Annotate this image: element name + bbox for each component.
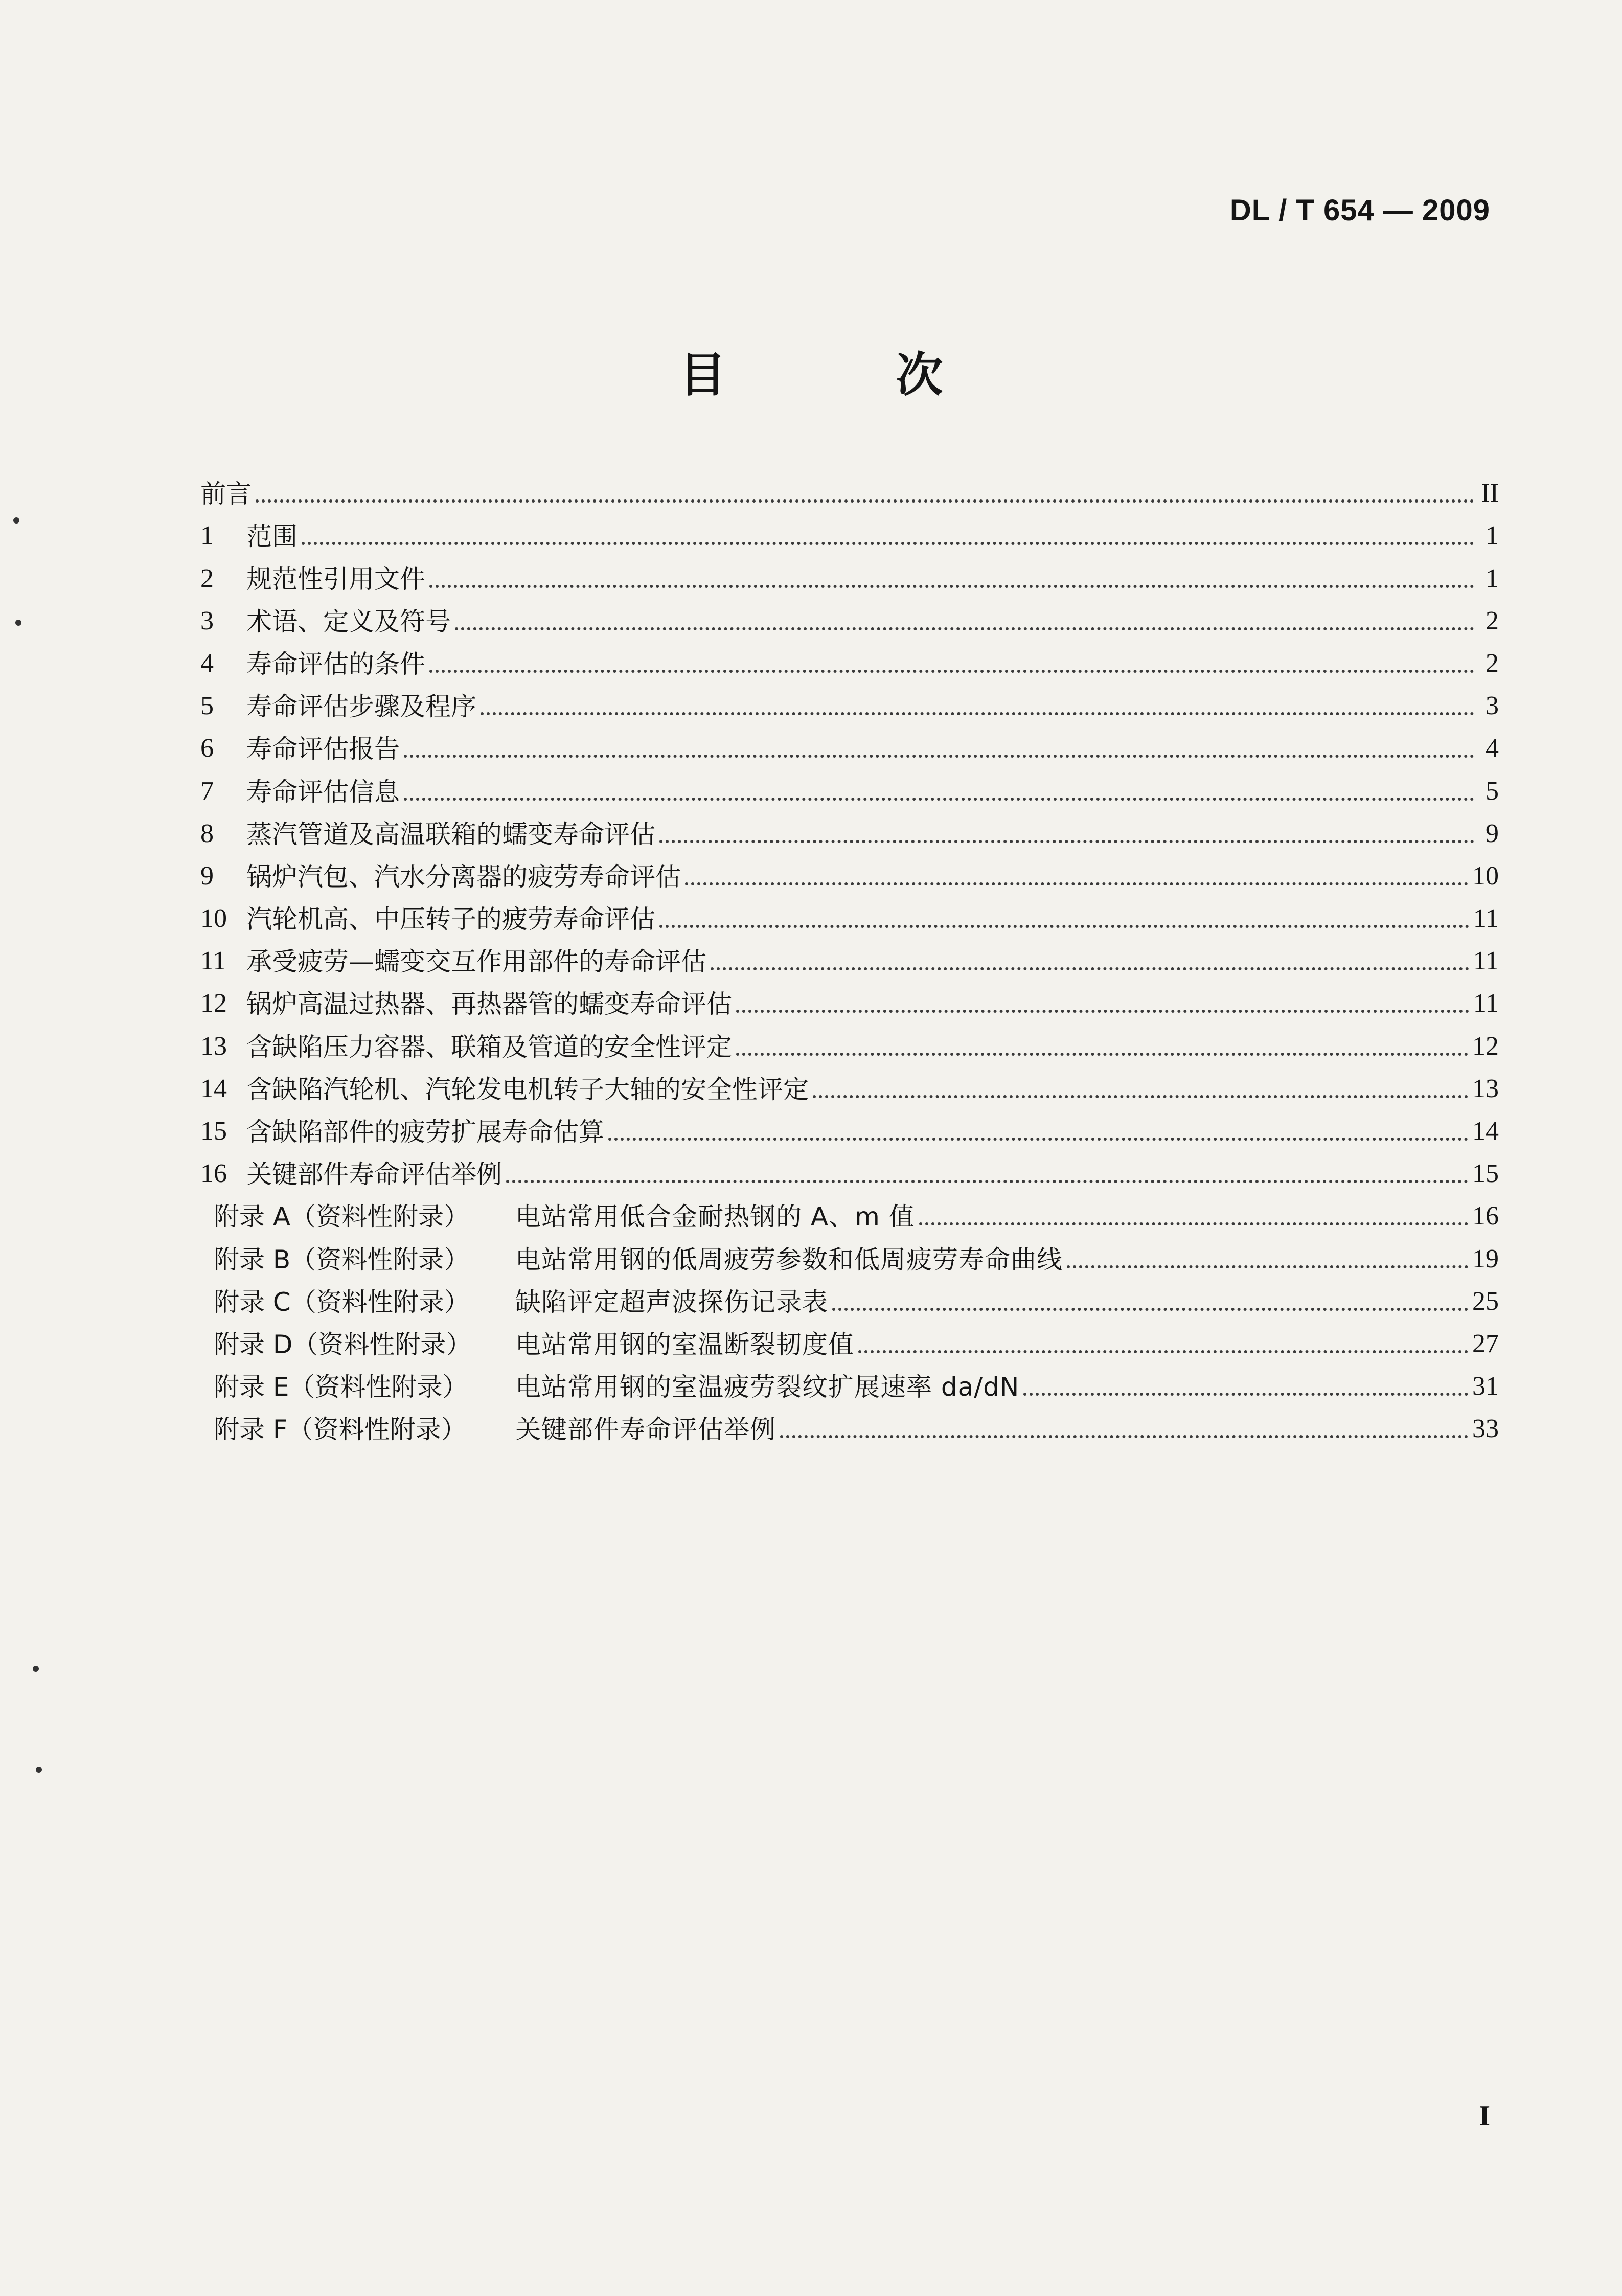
toc-entry-page: 12: [1472, 1031, 1499, 1061]
toc-entry-page: 15: [1472, 1159, 1499, 1189]
appendix-label: 电站常用低合金耐热钢的 A、m 值: [515, 1202, 915, 1232]
toc-entry-label: 锅炉汽包、汽水分离器的疲劳寿命评估: [246, 861, 681, 892]
toc-entry[interactable]: [200, 847, 1499, 890]
appendix-label: 关键部件寿命评估举例: [515, 1415, 776, 1445]
toc-entry-label: 蒸汽管道及高温联箱的蠕变寿命评估: [246, 819, 655, 849]
appendix-page: 16: [1472, 1201, 1499, 1231]
dot-leader: [858, 1350, 1468, 1353]
toc-entry[interactable]: [200, 762, 1499, 807]
page-title: 目 次: [679, 348, 1020, 402]
toc-entry-number: 15: [200, 1117, 227, 1146]
toc-entry[interactable]: [200, 932, 1499, 977]
toc-entry-number: 7: [200, 776, 214, 806]
toc-entry[interactable]: [200, 677, 1499, 722]
dot-leader: [780, 1435, 1468, 1438]
toc-entry-page: II: [1481, 479, 1499, 508]
appendix-label: 电站常用钢的室温断裂韧度值: [515, 1329, 854, 1359]
page-number: I: [1479, 2100, 1490, 2132]
dot-leader: [455, 627, 1474, 630]
toc-entry[interactable]: [200, 805, 1499, 847]
appendix-code: 附录 C（资料性附录）: [214, 1287, 470, 1317]
toc-appendix-entry[interactable]: [200, 1187, 1499, 1230]
toc-entry-number: 1: [200, 521, 214, 551]
toc-entry-number: 9: [200, 861, 214, 891]
dot-leader: [256, 499, 1474, 503]
toc-entry[interactable]: [200, 1102, 1499, 1145]
toc-entry[interactable]: [200, 464, 1499, 507]
appendix-code: 附录 E（资料性附录）: [214, 1372, 468, 1402]
toc-entry-number: 5: [200, 691, 214, 721]
appendix-code: 附录 F（资料性附录）: [214, 1415, 467, 1445]
dot-leader: [659, 925, 1469, 928]
appendix-page: 25: [1472, 1286, 1499, 1316]
dot-leader: [1023, 1393, 1468, 1396]
toc-appendix-entry[interactable]: [200, 1357, 1499, 1400]
appendix-code: 附录 B（资料性附录）: [214, 1244, 470, 1275]
toc-entry-number: 16: [200, 1159, 227, 1189]
toc-entry-number: 10: [200, 904, 227, 934]
toc-entry-page: 1: [1486, 521, 1499, 551]
toc-entry-page: 11: [1473, 904, 1499, 934]
dot-leader: [404, 798, 1474, 801]
toc-entry-number: 12: [200, 989, 227, 1018]
toc-entry[interactable]: [200, 592, 1499, 634]
toc-entry[interactable]: [200, 1017, 1499, 1062]
scan-speck: [33, 1666, 39, 1672]
toc-entry-label: 术语、定义及符号: [246, 606, 451, 636]
toc-entry-page: 10: [1472, 861, 1499, 891]
dot-leader: [736, 1053, 1468, 1056]
toc-entry-number: 14: [200, 1074, 227, 1103]
toc-entry-label: 含缺陷部件的疲劳扩展寿命估算: [246, 1117, 604, 1147]
appendix-page: 33: [1472, 1414, 1499, 1444]
toc-entry-number: 11: [200, 946, 226, 976]
toc-appendix-entry[interactable]: [200, 1400, 1499, 1445]
toc-entry[interactable]: [200, 1145, 1499, 1190]
toc-entry-page: 2: [1486, 606, 1499, 635]
scan-speck: [15, 620, 21, 626]
toc-entry-label: 前言: [200, 479, 252, 509]
toc-entry-label: 承受疲劳—蠕变交互作用部件的寿命评估: [246, 947, 706, 977]
toc-entry[interactable]: [200, 507, 1499, 552]
toc-entry-page: 2: [1486, 648, 1499, 678]
toc-entry-label: 规范性引用文件: [246, 564, 425, 594]
appendix-code: 附录 D（资料性附录）: [214, 1329, 472, 1359]
toc-entry-page: 4: [1486, 734, 1499, 763]
dot-leader: [813, 1095, 1468, 1098]
scan-speck: [36, 1767, 42, 1773]
toc-entry-page: 3: [1486, 691, 1499, 721]
dot-leader: [685, 882, 1468, 885]
dot-leader: [429, 670, 1474, 673]
toc-entry-number: 2: [200, 563, 214, 593]
appendix-label: 缺陷评定超声波探伤记录表: [515, 1287, 828, 1317]
appendix-page: 27: [1472, 1329, 1499, 1358]
dot-leader: [919, 1222, 1468, 1225]
toc-appendix-entry[interactable]: [200, 1272, 1499, 1315]
dot-leader: [608, 1138, 1468, 1141]
toc-entry-label: 含缺陷汽轮机、汽轮发电机转子大轴的安全性评定: [246, 1074, 809, 1104]
toc-entry[interactable]: [200, 974, 1499, 1017]
dot-leader: [1067, 1265, 1468, 1268]
toc-entry-page: 11: [1473, 946, 1499, 976]
toc-entry-page: 13: [1472, 1074, 1499, 1103]
toc-entry-number: 3: [200, 606, 214, 635]
toc-entry[interactable]: [200, 1060, 1499, 1102]
appendix-page: 31: [1472, 1372, 1499, 1401]
toc-appendix-entry[interactable]: [200, 1315, 1499, 1357]
dot-leader: [429, 585, 1474, 588]
appendix-label: 电站常用钢的低周疲劳参数和低周疲劳寿命曲线: [515, 1244, 1063, 1275]
toc-entry-label: 汽轮机高、中压转子的疲劳寿命评估: [246, 904, 655, 935]
toc-entry-label: 范围: [246, 521, 298, 552]
toc-entry-page: 9: [1486, 819, 1499, 848]
dot-leader: [506, 1180, 1468, 1183]
toc-entry-page: 5: [1486, 776, 1499, 806]
toc-entry-label: 关键部件寿命评估举例: [246, 1160, 502, 1190]
toc-appendix-entry[interactable]: [200, 1230, 1499, 1275]
toc-entry-number: 4: [200, 648, 214, 678]
toc-entry[interactable]: [200, 890, 1499, 935]
toc-entry-label: 寿命评估的条件: [246, 649, 425, 679]
toc-entry[interactable]: [200, 719, 1499, 762]
toc-entry-label: 含缺陷压力容器、联箱及管道的安全性评定: [246, 1032, 732, 1062]
dot-leader: [832, 1308, 1468, 1311]
toc-entry-number: 6: [200, 734, 214, 763]
toc-entry-page: 11: [1473, 989, 1499, 1018]
toc-entry[interactable]: [200, 549, 1499, 592]
dot-leader: [659, 840, 1474, 843]
toc-entry-label: 锅炉高温过热器、再热器管的蠕变寿命评估: [246, 989, 732, 1019]
toc-entry-number: 13: [200, 1031, 227, 1061]
toc-entry-label: 寿命评估步骤及程序: [246, 692, 476, 722]
toc-entry-page: 1: [1486, 563, 1499, 593]
toc-entry-label: 寿命评估信息: [246, 777, 400, 807]
dot-leader: [481, 712, 1474, 715]
table-of-contents: [200, 464, 1499, 1445]
appendix-code: 附录 A（资料性附录）: [214, 1202, 470, 1232]
toc-entry-label: 寿命评估报告: [246, 734, 400, 764]
dot-leader: [736, 1010, 1469, 1013]
dot-leader: [302, 542, 1474, 545]
toc-entry-number: 8: [200, 819, 214, 848]
dot-leader: [404, 755, 1474, 758]
appendix-label: 电站常用钢的室温疲劳裂纹扩展速率 da/dN: [515, 1372, 1020, 1402]
dot-leader: [711, 967, 1469, 970]
toc-entry[interactable]: [200, 634, 1499, 677]
scan-speck: [13, 517, 19, 524]
appendix-page: 19: [1472, 1244, 1499, 1274]
toc-entry-page: 14: [1472, 1117, 1499, 1146]
document-code: DL / T 654 — 2009: [1229, 194, 1490, 227]
